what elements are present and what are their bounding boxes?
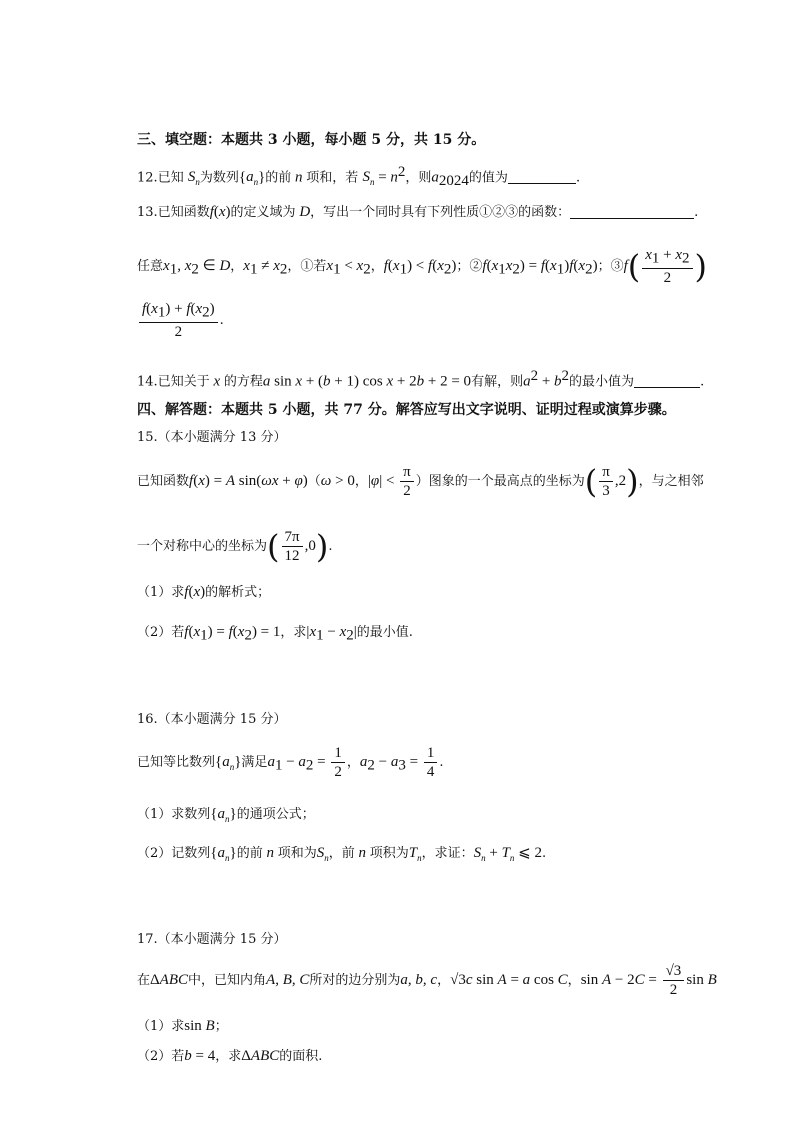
q17-part-1: （1）求sin B； [137,1018,228,1034]
question-13-fraction: $\frac{f(x_1) + f(x_2)}{2}$ . [137,300,224,341]
q14-number: 14. [137,374,158,390]
q16-header: 16.（本小题满分 15 分） [137,712,287,727]
section-3-heading: 三、填空题：本题共 3 小题，每小题 5 分，共 15 分。 [137,132,486,148]
answer-blank[interactable] [634,373,700,388]
question-13-conditions: 任意$x_1$, $x_2$ ∈ D，$x_1 \ne x_2$，①若$x_1 < x_2$，$f(x_1) < f(x_2)$；$②f(x_1x_2) = f(x_1)f(x_2)$；③f( $\frac{x_1 + x_2}{2}$ ) [137,247,708,286]
question-15-body: 已知函数f(x) = A sin(ωx + φ)（ω > 0，|φ| < $\frac{\pi}{2}$ ）图象的一个最高点的坐标为( $\frac{\pi}{3}$ ,2)，与之相邻 [137,462,704,501]
q17-part-2: （2）若b = 4，求ΔABC的面积. [137,1048,323,1064]
question-16-body: 已知等比数列$\{a_n\}$满足$a_1 - a_2$ = $\frac{1}{2}$ ，$a_2 - a_3$ = $\frac{1}{4}$ . [137,745,444,780]
q13-number: 13. [137,205,158,220]
question-12: 12.已知 $S_n$为数列$\{a_n\}$的前 n 项和，若 $S_n = n^2$，则$a_{2024}$的值为 . [137,164,581,189]
q12-number: 12. [137,170,158,186]
q15-part-1: （1）求f(x)的解析式； [137,584,271,600]
question-17-body: 在ΔABC中，已知内角A, B, C所对的边分别为a, b, c，√3c sin A = a cos C，sin A − 2C = $\frac{√3}{2}$ sin B [137,963,717,998]
question-15-body-2: 一个对称中心的坐标为( $\frac{7\pi}{12}$ ,0). [137,527,333,566]
q16-part-1: （1）求数列$\{a_n\}$的通项公式； [137,806,315,824]
q15-part-2: （2）若$f(x_1) = f(x_2) = 1$，求$|x_1 - x_2|$的最小值. [137,624,413,644]
question-13: 13.已知函数f(x)的定义域为 D，写出一个同时具有下列性质①②③的函数： . [137,204,699,220]
q17-header: 17.（本小题满分 15 分） [137,932,287,947]
section-4-heading: 四、解答题：本题共 5 小题，共 77 分。解答应写出文字说明、证明过程或演算步骤。 [137,402,676,418]
answer-blank[interactable] [570,204,694,219]
q16-part-2: （2）记数列$\{a_n\}$的前 n 项和为$S_n$，前 n 项积为$T_n$，求证：$S_n + T_n$ ⩽ 2. [137,845,547,863]
question-14: 14.已知关于 x 的方程a sin x + (b + 1) cos x + 2b + 2 = 0有解，则$a^2 + b^2$的最小值为 . [137,368,705,390]
answer-blank[interactable] [508,169,576,184]
q15-header: 15.（本小题满分 13 分） [137,430,287,445]
